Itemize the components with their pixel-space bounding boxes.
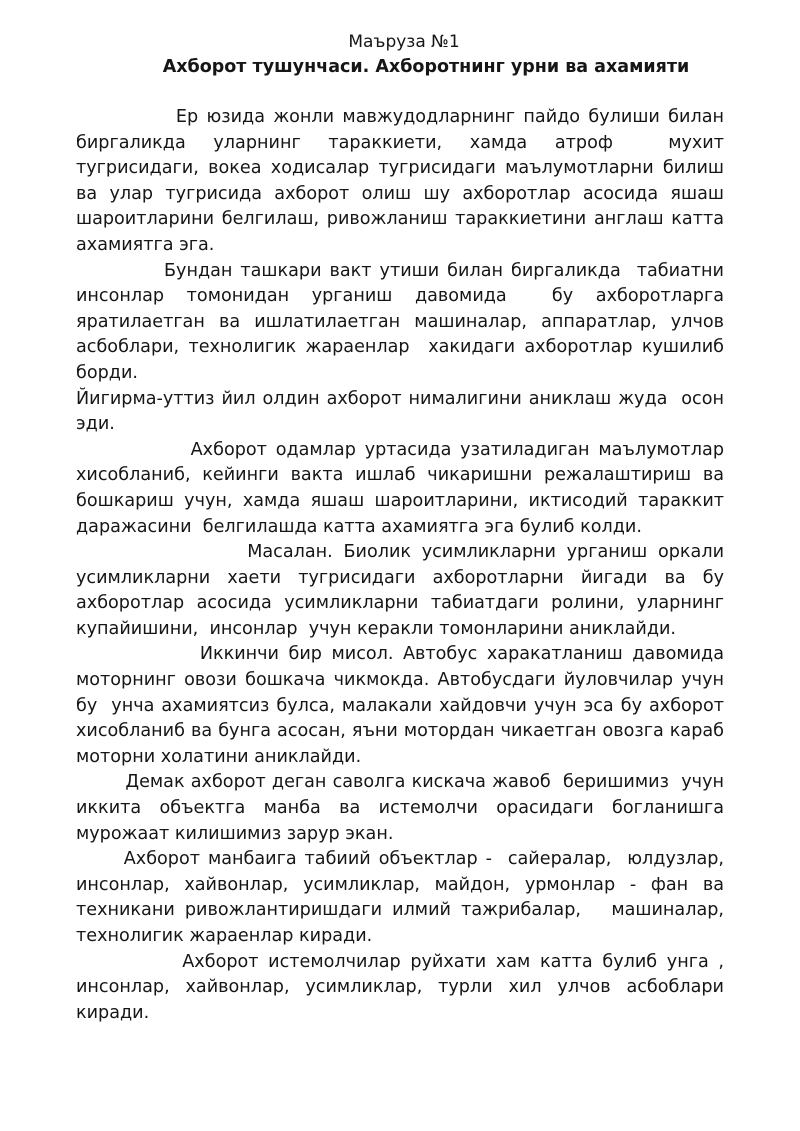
- paragraph-text: Иккинчи бир мисол. Автобус харакатланиш давомида моторнинг овози бошкача чикмокда. Автобусдаги йуловчилар учун бу унча ахамиятсиз булса, малакали хайдовчи учун эса бу ахборот хисобланиб ва бунга асосан, яъни мотордан чикаетган овозга караб моторни холатини аниклайди.: [76, 644, 730, 767]
- paragraph-indent: [76, 644, 200, 664]
- document-body: [76, 105, 736, 1026]
- paragraph: [76, 438, 730, 540]
- paragraph-indent: [76, 772, 125, 792]
- paragraph-text: Бундан ташкари вакт утиши билан биргаликда табиатни инсонлар томонидан урганиш давомида бу ахборотларга яратилаетган ва ишлатилаетган машиналар, аппаратлар, улчов асбоблари, технолигик жараенлар хакидаги ахборотлар кушилиб борди.: [76, 260, 730, 383]
- paragraph-indent: [76, 849, 124, 869]
- paragraph-text: Йигирма-уттиз йил олдин ахборот нималигини аниклаш жуда осон эди.: [76, 388, 730, 435]
- paragraph-indent: [76, 261, 164, 281]
- lecture-title: Ахборот тушунчаси. Ахборотнинг урни ва ахамияти: [162, 57, 690, 77]
- paragraph: [76, 950, 730, 1027]
- paragraph: [76, 770, 730, 847]
- paragraph-indent: [76, 542, 247, 562]
- paragraph-indent: [76, 107, 176, 127]
- paragraph-indent: [76, 440, 191, 460]
- paragraph: [76, 847, 730, 949]
- paragraph: [76, 642, 730, 770]
- paragraph-text: Масалан. Биолик усимликларни урганиш оркали усимликларни хаети тугрисидаги ахборотларни йигади ва бу ахборотлар асосида усимликларни табиатдаги ролини, уларнинг купайишини, инсонлар учун керакли томонларини аниклайди.: [76, 542, 730, 639]
- paragraph: [76, 105, 736, 259]
- paragraph-indent: [76, 952, 182, 972]
- paragraph-text: Ер юзида жонли мавжудодларнинг пайдо булиши билан биргаликда уларнинг тараккиети, хамда атроф мухит тугрисидаги, вокеа ходисалар тугрисидаги маълумотларни билиш ва улар тугрисида ахборот олиш шу ахборотлар асосида яшаш шароитларини белгилаш, ривожланиш тараккиетини англаш катта ахамиятга эга.: [76, 107, 736, 255]
- paragraph-text: Демак ахборот деган саволга кискача жавоб беришимиз учун иккита объектга манба ва истемолчи орасидаги богланишга мурожаат килишимиз зарур экан.: [76, 772, 730, 844]
- paragraph-text: Ахборот одамлар уртасида узатиладиган маълумотлар хисобланиб, кейинги вакта ишлаб чикаришни режалаштириш ва бошкариш учун, хамда яшаш шароитларини, иктисодий тараккит даражасини белгилашда катта ахамиятга эга булиб колди.: [76, 439, 730, 537]
- paragraph-text: Ахборот манбаига табиий объектлар - сайералар, юлдузлар, инсонлар, хайвонлар, усимликлар, майдон, урмонлар - фан ва техникани ривожлантиришдаги илмий тажрибалар, машиналар, технолигик жараенлар киради.: [76, 849, 730, 946]
- paragraph: [76, 540, 730, 642]
- paragraph-text: Ахборот истемолчилар руйхати хам катта булиб унга , инсонлар, хайвонлар, усимликлар, турли хил улчов асбоблари киради.: [76, 951, 730, 1023]
- paragraph: [76, 387, 730, 438]
- lecture-number: Маъруза №1: [348, 32, 460, 52]
- paragraph: [76, 259, 730, 387]
